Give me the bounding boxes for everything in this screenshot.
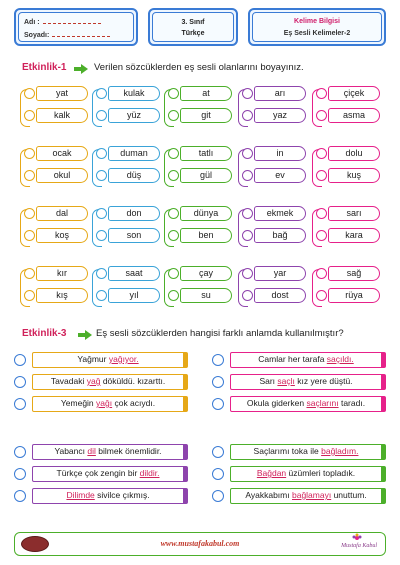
footer — [14, 532, 386, 556]
word-box[interactable]: yat — [36, 86, 88, 101]
topic-box — [248, 8, 386, 46]
answer-circle[interactable] — [212, 376, 224, 388]
answer-circle[interactable] — [14, 376, 26, 388]
sentence-text: Ayakkabımı — [245, 490, 292, 500]
sentence-text: Yemeğin — [60, 398, 97, 408]
select-circle[interactable] — [316, 208, 327, 219]
sentence-text: kız yere düştü. — [294, 376, 353, 386]
select-circle[interactable] — [96, 290, 107, 301]
answer-circle[interactable] — [14, 398, 26, 410]
sentence-text: unuttum. — [331, 490, 367, 500]
sentence-text: Okula giderken — [246, 398, 307, 408]
select-circle[interactable] — [168, 170, 179, 181]
sentence-box — [230, 488, 386, 504]
sentence-text: sivilce çıkmış. — [94, 490, 150, 500]
word-box[interactable]: rüya — [328, 288, 380, 303]
select-circle[interactable] — [316, 88, 327, 99]
word-box[interactable]: kara — [328, 228, 380, 243]
homonym-word: yağı — [96, 398, 113, 408]
sentence-box — [230, 444, 386, 460]
sentence-text: Camlar her tarafa — [258, 354, 327, 364]
select-circle[interactable] — [96, 170, 107, 181]
class-box — [148, 8, 238, 46]
answer-circle[interactable] — [14, 468, 26, 480]
word-box[interactable]: yar — [254, 266, 306, 281]
select-circle[interactable] — [24, 148, 35, 159]
homonym-word: saçlarını — [306, 398, 339, 408]
word-box[interactable]: dolu — [328, 146, 380, 161]
select-circle[interactable] — [24, 88, 35, 99]
answer-circle[interactable] — [14, 354, 26, 366]
sentence-box — [32, 352, 188, 368]
sentence-box — [230, 396, 386, 412]
word-box[interactable]: saat — [108, 266, 160, 281]
word-box[interactable]: at — [180, 86, 232, 101]
answer-circle[interactable] — [212, 398, 224, 410]
word-box[interactable]: çay — [180, 266, 232, 281]
word-box[interactable]: sağ — [328, 266, 380, 281]
sentence-text: döküldü. kızarttı. — [100, 376, 166, 386]
word-box[interactable]: dal — [36, 206, 88, 221]
word-box[interactable]: kalk — [36, 108, 88, 123]
flower-icon — [351, 533, 363, 543]
name-box — [14, 8, 138, 46]
sentence-text: bilmek önemlidir. — [95, 446, 162, 456]
word-box[interactable]: ben — [180, 228, 232, 243]
select-circle[interactable] — [316, 170, 327, 181]
sentence-text: çok acıydı. — [112, 398, 156, 408]
word-box[interactable]: su — [180, 288, 232, 303]
homonym-word: dil — [87, 446, 96, 456]
answer-circle[interactable] — [14, 490, 26, 502]
select-circle[interactable] — [24, 268, 35, 279]
select-circle[interactable] — [168, 148, 179, 159]
sentence-text: Türkçe çok zengin bir — [56, 468, 140, 478]
select-circle[interactable] — [316, 148, 327, 159]
homonym-word: saçıldı. — [326, 354, 354, 364]
select-circle[interactable] — [168, 110, 179, 121]
select-circle[interactable] — [24, 110, 35, 121]
answer-circle[interactable] — [212, 354, 224, 366]
select-circle[interactable] — [316, 290, 327, 301]
topic-title: Kelime Bilgisi — [294, 18, 340, 25]
sentence-box — [32, 374, 188, 390]
select-circle[interactable] — [242, 290, 253, 301]
select-circle[interactable] — [242, 110, 253, 121]
select-circle[interactable] — [242, 170, 253, 181]
select-circle[interactable] — [24, 290, 35, 301]
select-circle[interactable] — [242, 88, 253, 99]
select-circle[interactable] — [242, 148, 253, 159]
select-circle[interactable] — [24, 170, 35, 181]
word-box[interactable]: çiçek — [328, 86, 380, 101]
select-circle[interactable] — [316, 110, 327, 121]
select-circle[interactable] — [96, 208, 107, 219]
sentence-text: üzümleri topladık. — [286, 468, 356, 478]
arrow-right-icon — [74, 64, 88, 74]
word-box[interactable]: gül — [180, 168, 232, 183]
word-box[interactable]: sarı — [328, 206, 380, 221]
sentence-box — [230, 374, 386, 390]
select-circle[interactable] — [168, 230, 179, 241]
select-circle[interactable] — [316, 230, 327, 241]
word-box[interactable]: kuş — [328, 168, 380, 183]
sentence-box — [32, 466, 188, 482]
word-box[interactable]: duman — [108, 146, 160, 161]
select-circle[interactable] — [168, 290, 179, 301]
answer-circle[interactable] — [212, 446, 224, 458]
select-circle[interactable] — [96, 88, 107, 99]
answer-circle[interactable] — [14, 446, 26, 458]
select-circle[interactable] — [168, 88, 179, 99]
homonym-word: yağ — [86, 376, 101, 386]
word-box[interactable]: bağ — [254, 228, 306, 243]
answer-circle[interactable] — [212, 490, 224, 502]
select-circle[interactable] — [242, 268, 253, 279]
sentence-text: Tavadaki — [50, 376, 87, 386]
word-box[interactable]: arı — [254, 86, 306, 101]
select-circle[interactable] — [168, 268, 179, 279]
select-circle[interactable] — [96, 268, 107, 279]
subject-label: Türkçe — [181, 30, 205, 37]
homonym-word: Bağdan — [256, 468, 287, 478]
homonym-word: dildir. — [139, 468, 160, 478]
word-box[interactable]: düş — [108, 168, 160, 183]
word-box[interactable]: ekmek — [254, 206, 306, 221]
footer-url[interactable]: www.mustafakabul.com — [160, 539, 240, 548]
answer-circle[interactable] — [212, 468, 224, 480]
word-box[interactable]: dost — [254, 288, 306, 303]
sentence-box — [32, 396, 188, 412]
topic-subtitle: Eş Sesli Kelimeler-2 — [283, 30, 351, 37]
word-box[interactable]: kulak — [108, 86, 160, 101]
word-box[interactable]: don — [108, 206, 160, 221]
select-circle[interactable] — [96, 148, 107, 159]
sentence-text: taradı. — [338, 398, 366, 408]
sentence-text: Yağmur — [77, 354, 109, 364]
word-box[interactable]: yıl — [108, 288, 160, 303]
word-box[interactable]: yaz — [254, 108, 306, 123]
word-box[interactable]: koş — [36, 228, 88, 243]
word-box[interactable]: dünya — [180, 206, 232, 221]
word-box[interactable]: asma — [328, 108, 380, 123]
select-circle[interactable] — [96, 110, 107, 121]
select-circle[interactable] — [316, 268, 327, 279]
grade-label: 3. Sınıf — [181, 19, 205, 26]
surname-field[interactable]: Soyadı: — [24, 31, 110, 39]
sentence-text: Sarı — [259, 376, 278, 386]
word-box[interactable]: git — [180, 108, 232, 123]
homonym-word: yağıyor. — [108, 354, 139, 364]
homonym-word: saçlı — [277, 376, 295, 386]
signature: Mustafa Kabul — [341, 543, 377, 549]
activity3-instruction: Eş sesli sözcüklerden hangisi farklı anlamda kullanılmıştır? — [96, 328, 344, 339]
select-circle[interactable] — [242, 208, 253, 219]
homonym-word: bağladım. — [321, 446, 359, 456]
word-box[interactable]: kış — [36, 288, 88, 303]
word-box[interactable]: ocak — [36, 146, 88, 161]
sentence-box — [32, 444, 188, 460]
name-field[interactable]: Adı : — [24, 18, 101, 26]
homonym-word: Dilimde — [66, 490, 95, 500]
select-circle[interactable] — [96, 230, 107, 241]
select-circle[interactable] — [168, 208, 179, 219]
sentence-box — [230, 352, 386, 368]
activity1-instruction: Verilen sözcüklerden eş sesli olanlarını boyayınız. — [94, 62, 304, 73]
sentence-text: Saçlarımı toka ile — [253, 446, 322, 456]
word-box[interactable]: kır — [36, 266, 88, 281]
activity1-label: Etkinlik-1 — [22, 62, 67, 73]
activity3-label: Etkinlik-3 — [22, 328, 67, 339]
word-box[interactable]: yüz — [108, 108, 160, 123]
word-box[interactable]: ev — [254, 168, 306, 183]
arrow-right-icon — [78, 330, 92, 340]
word-box[interactable]: son — [108, 228, 160, 243]
select-circle[interactable] — [24, 208, 35, 219]
homonym-word: bağlamayı — [291, 490, 332, 500]
sentence-box — [32, 488, 188, 504]
word-box[interactable]: okul — [36, 168, 88, 183]
sentence-box — [230, 466, 386, 482]
word-box[interactable]: tatlı — [180, 146, 232, 161]
sentence-text: Yabancı — [54, 446, 88, 456]
word-box[interactable]: in — [254, 146, 306, 161]
select-circle[interactable] — [24, 230, 35, 241]
select-circle[interactable] — [242, 230, 253, 241]
